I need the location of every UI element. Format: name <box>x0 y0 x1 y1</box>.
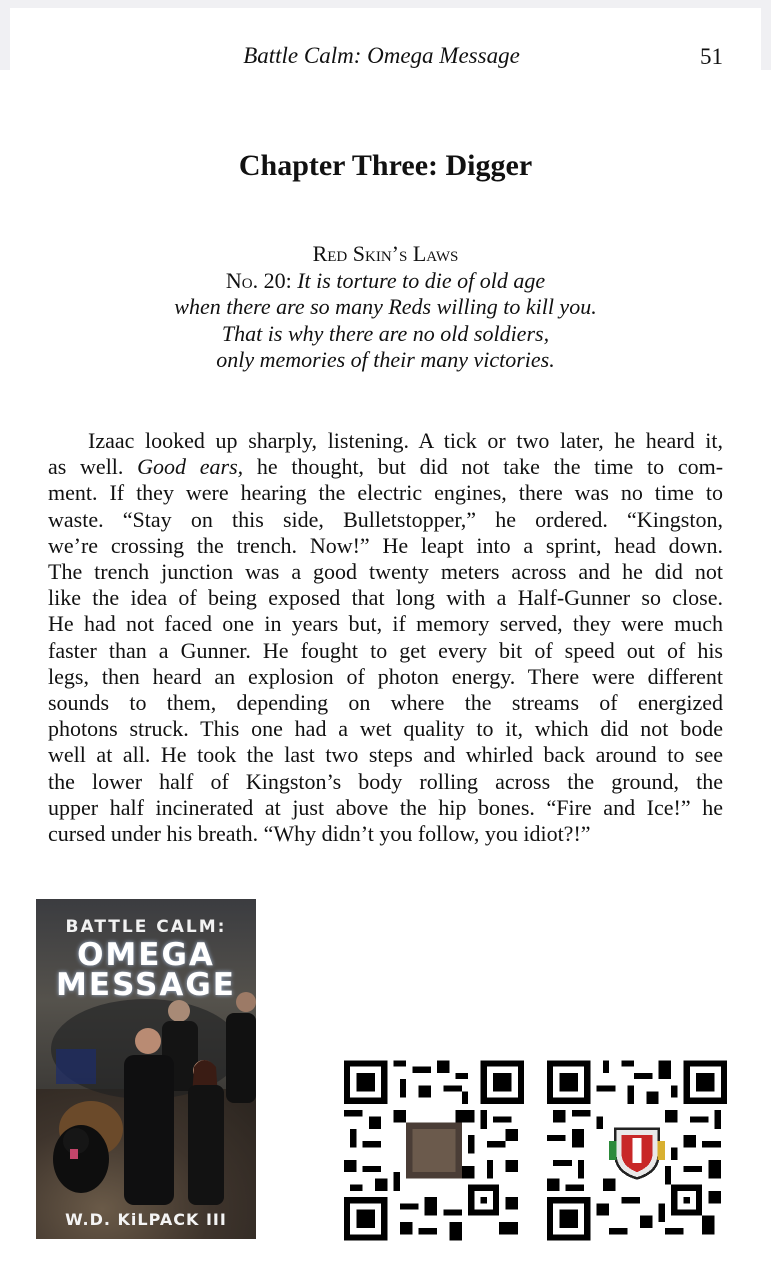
text-line: upper half incinerated at just above the hip bones. “Fire and Ice!” he <box>48 794 723 820</box>
cover-series: BATTLE CALM: <box>65 917 227 937</box>
running-head <box>0 42 771 72</box>
text-line: waste. “Stay on this side, Bulletstopper,” he ordered. “Kingston, <box>48 506 723 532</box>
text-line: well at all. He took the last two steps and whirled back around to see <box>48 742 723 768</box>
epigraph-line <box>0 294 771 321</box>
cover-title-line1: OMEGA <box>77 937 215 973</box>
text-line: Izaac looked up sharply, listening. A tick or two later, he heard it, <box>88 428 723 453</box>
top-band <box>0 0 771 8</box>
text-line: the lower half of Kingston’s body rolling across the ground, the <box>48 768 723 794</box>
text-line: photons struck. This one had a wet quality to it, which did not bode <box>48 716 723 742</box>
text-line: we’re crossing the trench. Now!” He leapt into a sprint, head down. <box>48 532 723 558</box>
text-line: He had not faced one in years but, if memory served, they were much <box>48 611 723 637</box>
epigraph-line <box>0 347 771 374</box>
law-number: No. 20: <box>225 267 292 293</box>
epigraph-text: It is torture to die of old age <box>297 267 546 293</box>
text-line <box>48 454 723 480</box>
qr-code-book[interactable] <box>344 1058 524 1243</box>
chapter-title: Chapter Three: Digger <box>238 149 533 182</box>
text-line: sounds to them, depending on where the streams of energized <box>48 690 723 716</box>
epigraph-text: when there are so many Reds willing to kill you. <box>174 294 597 319</box>
epigraph-line <box>0 268 771 295</box>
epigraph-text: That is why there are no old soldiers, <box>221 320 550 346</box>
emphasis: Good ears, <box>137 454 244 480</box>
epigraph-heading: Red Skin’s Laws <box>312 241 459 266</box>
text-line: ment. If they were hearing the electric engines, there was no time to <box>48 480 723 506</box>
text-line: like the idea of being exposed that long with a Half-Gunner so close. <box>48 585 723 611</box>
qr-code-author[interactable] <box>547 1058 727 1243</box>
epigraph-line <box>0 321 771 348</box>
epigraph <box>0 241 771 374</box>
running-title: Battle Calm: Omega Message <box>243 43 520 68</box>
cover-title-line2: MESSAGE <box>56 967 236 1003</box>
text-line: legs, then heard an explosion of photon energy. There were different <box>48 663 723 689</box>
body-paragraph <box>48 428 723 847</box>
text-line: faster than a Gunner. He fought to get every bit of speed out of his <box>48 637 723 663</box>
epigraph-text: only memories of their many victories. <box>216 347 555 372</box>
text-line: cursed under his breath. “Why didn’t you follow, you idiot?!” <box>48 821 591 847</box>
page-number: 51 <box>700 44 723 69</box>
book-cover-image[interactable] <box>36 899 256 1239</box>
text-line: The trench junction was a good twenty meters across and he did not <box>48 559 723 585</box>
text-run: he thought, but did not take the time to com- <box>243 454 724 480</box>
cover-author: W.D. KiLPACK III <box>65 1210 227 1229</box>
text-run: as well. <box>48 454 138 480</box>
